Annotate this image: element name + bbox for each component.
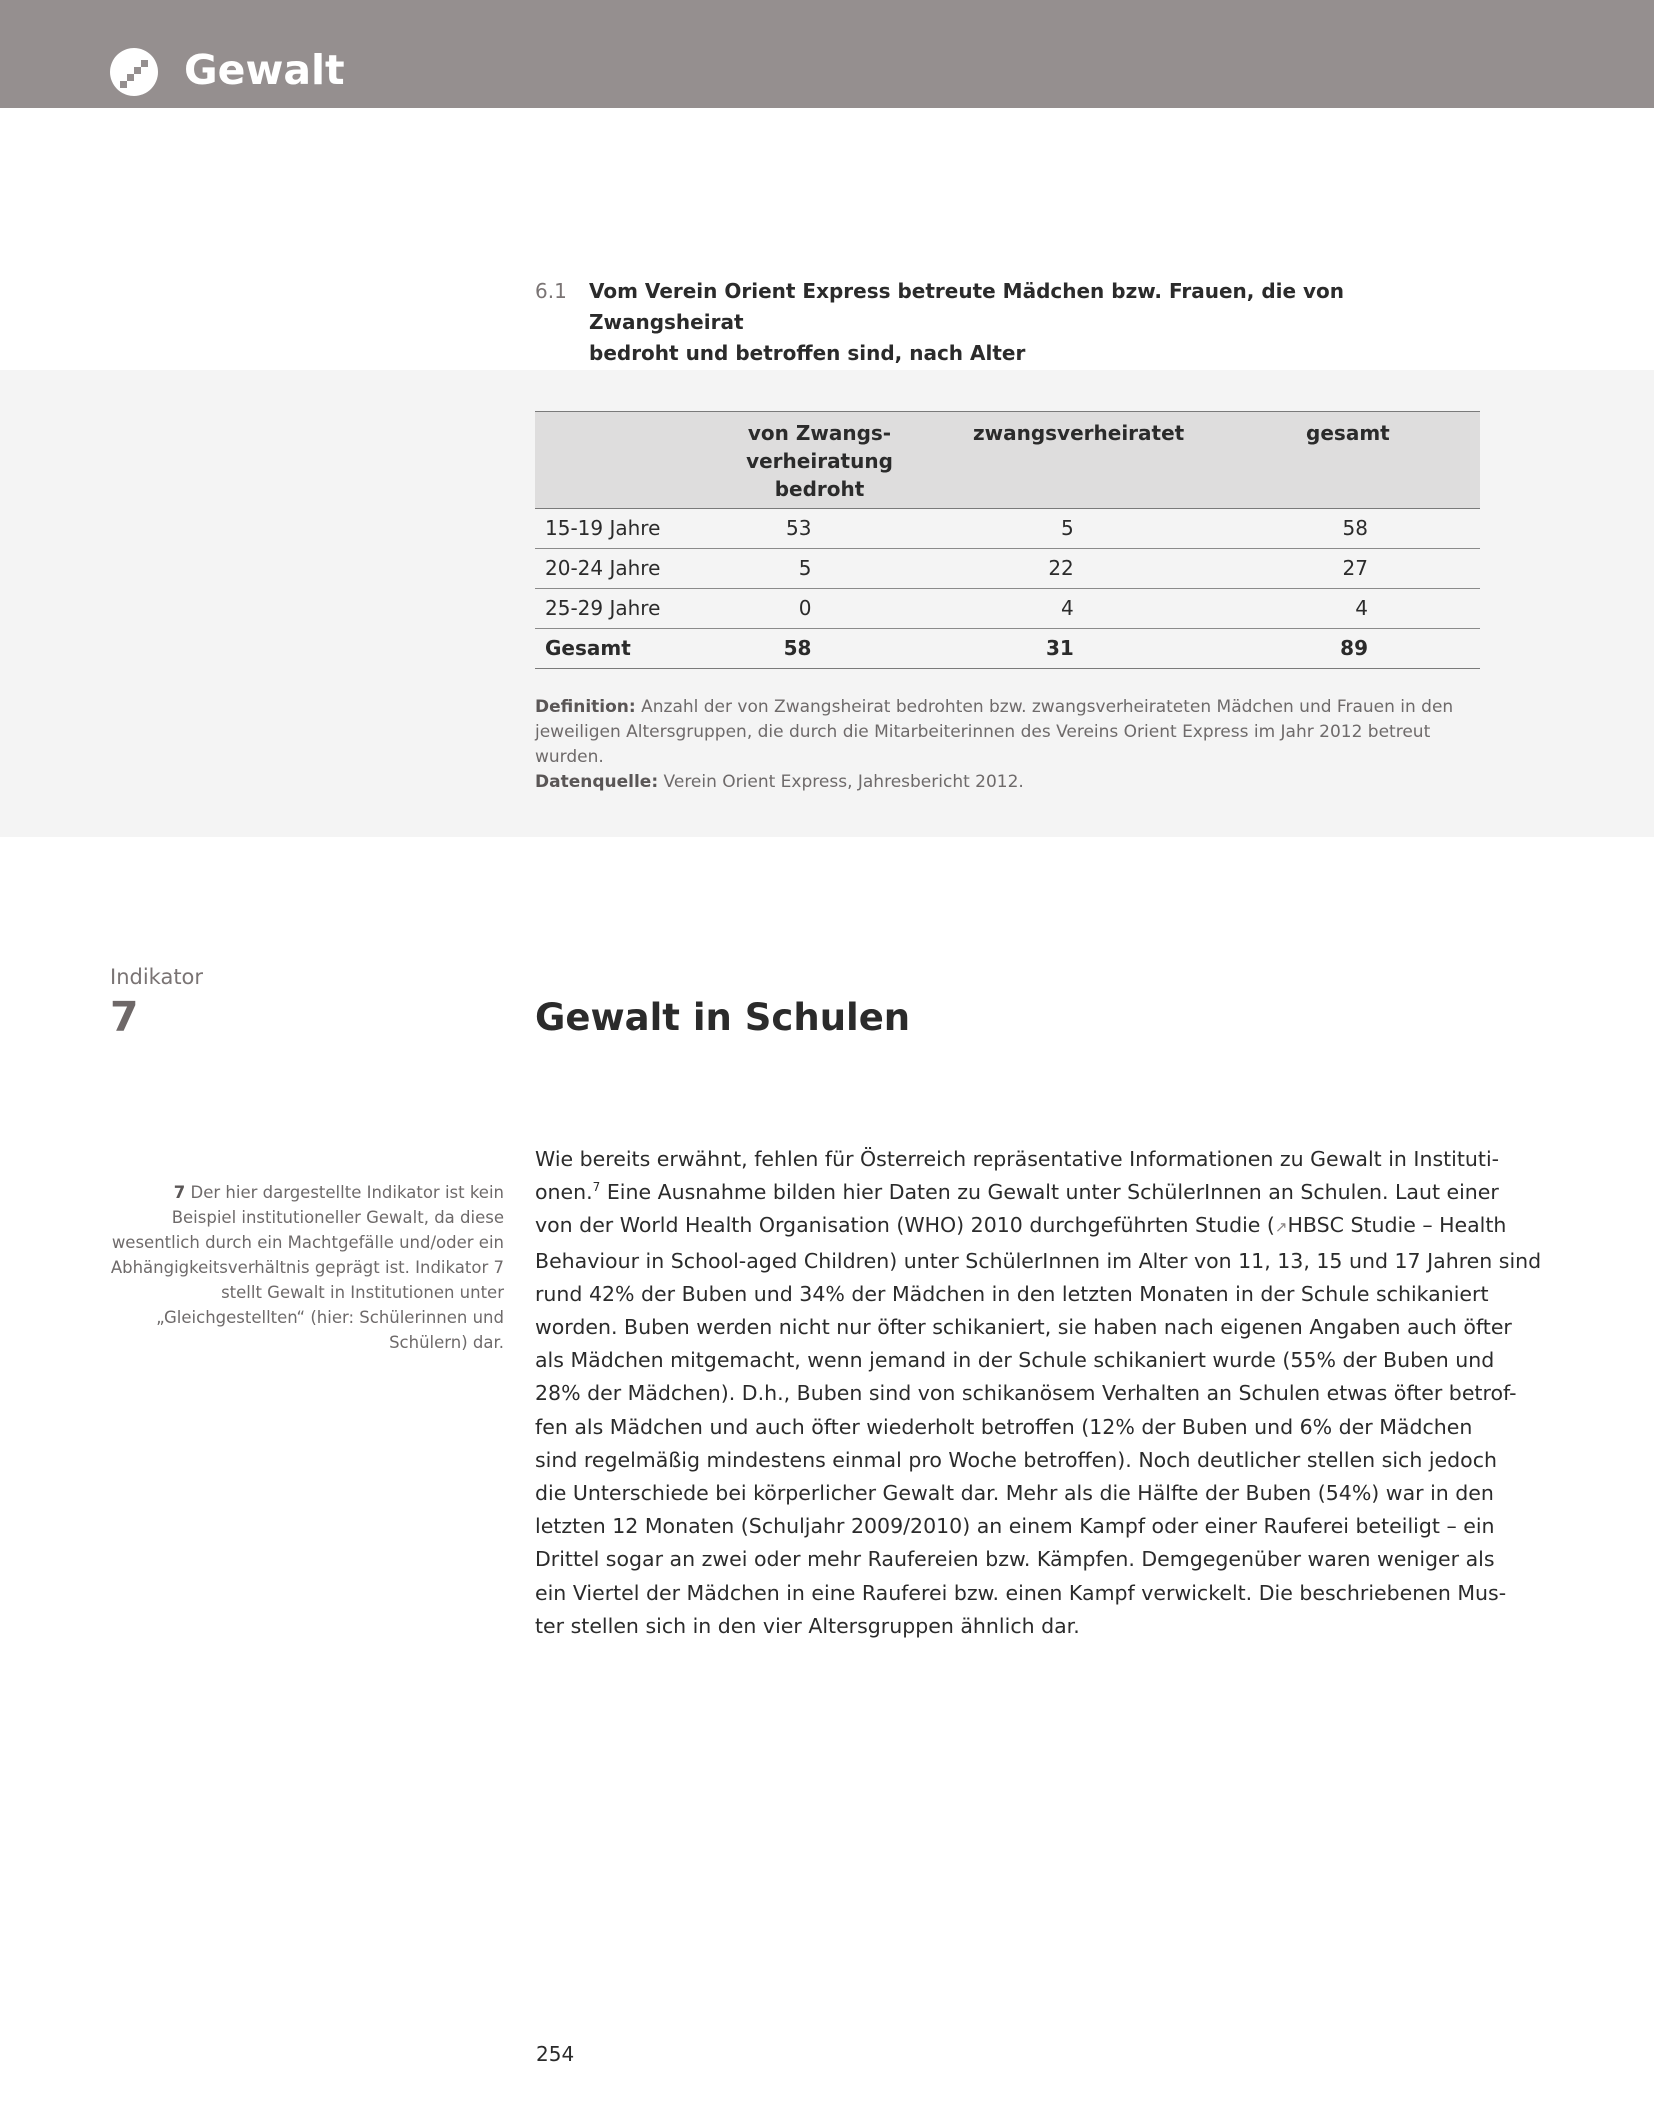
table-definition [535, 695, 1470, 795]
body-line: fen als Mädchen und auch öfter wiederholt betroffen (12% der Buben und 6% der Mädchen [535, 1414, 1473, 1439]
footnote-reference[interactable]: 7 [592, 1180, 601, 1195]
cell-threatened: 5 [698, 549, 942, 589]
column-header-threatened-line-2: verheiratung bedroht [746, 449, 893, 501]
page-number: 254 [536, 2042, 575, 2066]
table-title-line-1: Vom Verein Orient Express betreute Mädchen bzw. Frauen, die von Zwangsheirat [589, 279, 1345, 334]
total-overall: 89 [1216, 629, 1480, 669]
table-total-row [535, 629, 1480, 669]
cell-married: 22 [941, 549, 1215, 589]
body-line: sind regelmäßig mindestens einmal pro Woche betroffen). Noch deutlicher stellen sich jedoch [535, 1447, 1497, 1472]
table-row [535, 549, 1480, 589]
forced-marriage-table [535, 411, 1480, 669]
row-label: 15-19 Jahre [535, 509, 698, 549]
body-line: Wie bereits erwähnt, fehlen für Österreich repräsentative Informationen zu Gewalt in Instituti- [535, 1147, 1500, 1171]
total-label: Gesamt [535, 629, 698, 669]
indicator-number: 7 [110, 993, 139, 1041]
body-line: letzten 12 Monaten (Schuljahr 2009/2010) an einem Kampf oder einer Rauferei beteiligt – ein [535, 1514, 1495, 1539]
column-header-threatened [698, 412, 942, 509]
source-label: Datenquelle: [535, 772, 659, 792]
cell-threatened: 0 [698, 589, 942, 629]
table-row [535, 589, 1480, 629]
total-married: 31 [941, 629, 1215, 669]
table-header-row [535, 412, 1480, 509]
body-line: Drittel sogar an zwei oder mehr Raufereien bzw. Kämpfen. Demgegenüber waren weniger als [535, 1547, 1495, 1572]
stairs-icon [110, 48, 158, 96]
body-text-segment: onen. [535, 1180, 593, 1205]
total-threatened: 58 [698, 629, 942, 669]
body-line: 28% der Mädchen). D.h., Buben sind von schikanösem Verhalten an Schulen etwas öfter betrof- [535, 1381, 1517, 1406]
external-link-arrow-icon[interactable]: ↗ [1274, 1218, 1288, 1237]
indicator-label: Indikator [110, 965, 204, 989]
footnote-number: 7 [173, 1183, 186, 1202]
body-paragraph [535, 1143, 1542, 1643]
cell-threatened: 53 [698, 509, 942, 549]
section-heading: Gewalt in Schulen [535, 996, 911, 1039]
column-header-age [535, 412, 698, 509]
table-row [535, 509, 1480, 549]
body-line [535, 1209, 1507, 1244]
hbsc-study-link[interactable]: HBSC Studie – Health [1287, 1213, 1507, 1238]
body-text-segment: Eine Ausnahme bilden hier Daten zu Gewalt unter SchülerInnen an Schulen. Laut einer [600, 1180, 1499, 1205]
body-line: rund 42% der Buben und 34% der Mädchen in den letzten Monaten in der Schule schikaniert [535, 1281, 1489, 1306]
row-label: 25-29 Jahre [535, 589, 698, 629]
body-line: worden. Buben werden nicht nur öfter schikaniert, sie haben nach eigenen Angaben auch öfter [535, 1315, 1512, 1340]
footnote [110, 1180, 504, 1355]
cell-total: 4 [1216, 589, 1480, 629]
cell-total: 58 [1216, 509, 1480, 549]
body-text-segment: von der World Health Organisation (WHO) 2010 durchgeführten Studie ( [535, 1213, 1275, 1238]
column-header-threatened-line-1: von Zwangs- [747, 421, 892, 445]
table-title-line-2: bedroht und betroffen sind, nach Alter [589, 341, 1026, 365]
body-line [535, 1176, 1499, 1209]
table-caption [535, 276, 1485, 369]
cell-total: 27 [1216, 549, 1480, 589]
body-line: ein Viertel der Mädchen in eine Rauferei bzw. einen Kampf verwickelt. Die beschriebenen Mus- [535, 1580, 1507, 1605]
chapter-title: Gewalt [184, 46, 345, 94]
table-number: 6.1 [535, 279, 567, 303]
column-header-married: zwangsverheiratet [941, 412, 1215, 509]
footnote-text: Der hier dargestellte Indikator ist kein Beispiel institutioneller Gewalt, da diese wesentlich durch ein Machtgefälle und/oder ein Abhängigkeitsverhältnis geprägt ist. Indikator 7 stellt Gewalt in Institutionen unter „Gleichgestellten“ (hier: Schülerinnen und Schülern) dar. [110, 1183, 504, 1352]
source-text: Verein Orient Express, Jahresbericht 2012. [658, 772, 1024, 792]
column-header-total: gesamt [1216, 412, 1480, 509]
body-line: die Unterschiede bei körperlicher Gewalt dar. Mehr als die Hälfte der Buben (54%) war in den [535, 1481, 1494, 1506]
cell-married: 4 [941, 589, 1215, 629]
body-line: als Mädchen mitgemacht, wenn jemand in der Schule schikaniert wurde (55% der Buben und [535, 1348, 1495, 1373]
body-line: ter stellen sich in den vier Altersgruppen ähnlich dar. [535, 1613, 1080, 1638]
definition-text: Anzahl der von Zwangsheirat bedrohten bzw. zwangsverheirateten Mädchen und Frauen in den jeweiligen Altersgruppen, die durch die Mitarbeiterinnen des Vereins Orient Express im Jahr 2012 betreut wurden. [535, 697, 1454, 767]
row-label: 20-24 Jahre [535, 549, 698, 589]
body-line: Behaviour in School-aged Children) unter SchülerInnen im Alter von 11, 13, 15 und 17 Jahren sind [535, 1248, 1542, 1273]
cell-married: 5 [941, 509, 1215, 549]
definition-label: Definition: [535, 697, 636, 717]
